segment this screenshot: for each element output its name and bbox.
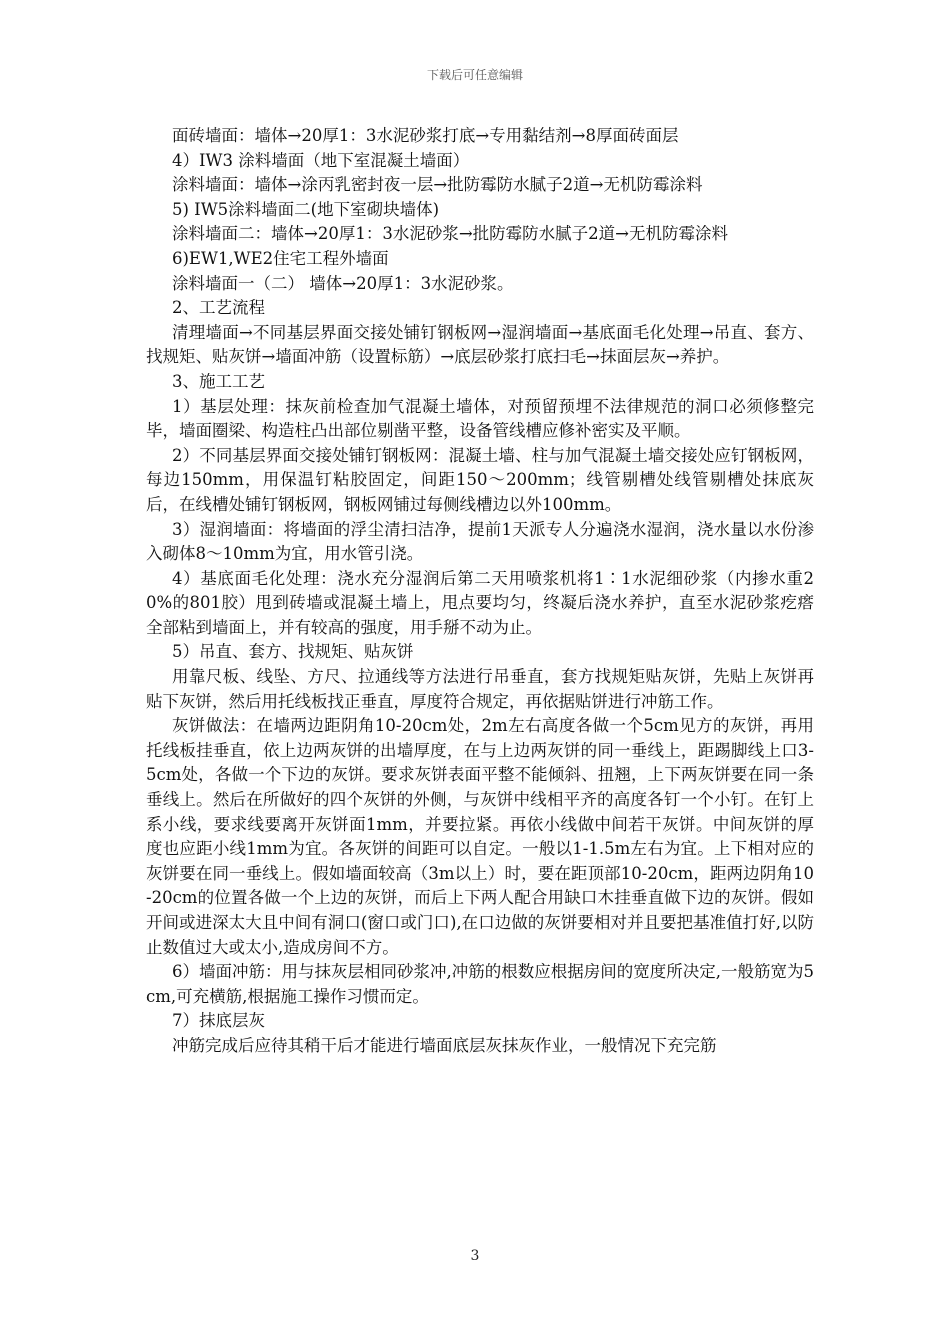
paragraph: 冲筋完成后应待其稍干后才能进行墙面底层灰抹灰作业，一般情况下充完筋: [172, 1035, 717, 1055]
paragraph: 面砖墙面：墙体→20厚1：3水泥砂浆打底→专用黏结剂→8厚面砖面层: [172, 126, 679, 145]
paragraph: 清理墙面→不同基层界面交接处铺钉钢板网→湿润墙面→基底面毛化处理→吊直、套方、找规矩、贴灰饼→墙面冲筋（设置标筋）→底层砂浆打底扫毛→抹面层灰→养护。: [146, 322, 814, 367]
paragraph: 4）基底面毛化处理：浇水充分湿润后第二天用喷浆机将1∶1水泥细砂浆（内掺水重20%的801胶）甩到砖墙或混凝土墙上，甩点要均匀，终凝后浇水养护，直至水泥砂浆疙瘩全部粘到墙面上，并有较高的强度，用手掰不动为止。: [146, 568, 814, 637]
paragraph: 涂料墙面：墙体→涂丙乳密封夜一层→批防霉防水腻子2道→无机防霉涂料: [172, 175, 703, 195]
paragraph: 3）湿润墙面：将墙面的浮尘清扫洁净，提前1天派专人分遍浇水湿润，浇水量以水份渗入砌体8～10mm为宜，用水管引浇。: [146, 519, 814, 564]
page-header: 下载后可任意编辑: [426, 68, 523, 82]
paragraph: 灰饼做法：在墙两边距阴角10-20cm处，2m左右高度各做一个5cm见方的灰饼，再用托线板挂垂直，依上边两灰饼的出墙厚度，在与上边两灰饼的同一垂线上，距踢脚线上口3-5cm处，各做一个下边的灰饼。要求灰饼表面平整不能倾斜、扭翘，上下两灰饼要在同一条垂线上。然后在所做好的四个灰饼的外侧，与灰饼中线相平齐的高度各钉一个小钉。在钉上系小线，要求线要离开灰饼面1mm，并要拉紧。再依小线做中间若干灰饼。中间灰饼的厚度也应距小线1mm为宜。各灰饼的间距可以自定。一般以1-1.5m左右为宜。上下相对应的灰饼要在同一垂线上。假如墙面较高（3m以上）时，要在距顶部10-20cm，距两边阴角10-20cm的位置各做一个上边的灰饼，而后上下两人配合用缺口木挂垂直做下边的灰饼。假如开间或进深太大且中间有洞口(窗口或门口),在口边做的灰饼要相对并且要把基准值打好,以防止数值过大或太小,造成房间不方。: [146, 716, 814, 957]
paragraph: 6)EW1,WE2住宅工程外墙面: [172, 248, 389, 268]
paragraph: 6）墙面冲筋：用与抹灰层相同砂浆冲,冲筋的根数应根据房间的宽度所决定,一般筋宽为5cm,可充横筋,根据施工操作习惯而定。: [146, 962, 814, 1006]
document-body: [146, 124, 814, 1059]
paragraph: 2、工艺流程: [172, 298, 265, 318]
paragraph: 涂料墙面一（二） 墙体→20厚1：3水泥砂浆。: [172, 273, 514, 293]
paragraph: 涂料墙面二：墙体→20厚1：3水泥砂浆→批防霉防水腻子2道→无机防霉涂料: [172, 224, 728, 244]
paragraph: 用靠尺板、线坠、方尺、拉通线等方法进行吊垂直，套方找规矩贴灰饼，先贴上灰饼再贴下灰饼，然后用托线板找正垂直，厚度符合规定，再依据贴饼进行冲筋工作。: [146, 667, 814, 711]
paragraph: 2）不同基层界面交接处铺钉钢板网：混凝土墙、柱与加气混凝土墙交接处应钉钢板网，每边150mm，用保温钉粘胶固定，间距150～200mm；线管剔槽处线管剔槽处抹底灰后，在线槽处铺钉钢板网，钢板网铺过每侧线槽边以外100mm。: [146, 445, 814, 514]
paragraph: 1）基层处理：抹灰前检查加气混凝土墙体，对预留预埋不法律规范的洞口必须修整完毕，墙面圈梁、构造柱凸出部位剔凿平整，设备管线槽应修补密实及平顺。: [146, 396, 814, 441]
paragraph: 3、施工工艺: [172, 371, 265, 391]
paragraph: 7）抹底层灰: [172, 1011, 265, 1031]
page-number: 3: [470, 1248, 480, 1264]
paragraph: 5）吊直、套方、找规矩、贴灰饼: [172, 642, 414, 662]
paragraph: 4）IW3 涂料墙面（地下室混凝土墙面）: [172, 150, 470, 170]
paragraph: 5) IW5涂料墙面二(地下室砌块墙体): [172, 199, 440, 219]
